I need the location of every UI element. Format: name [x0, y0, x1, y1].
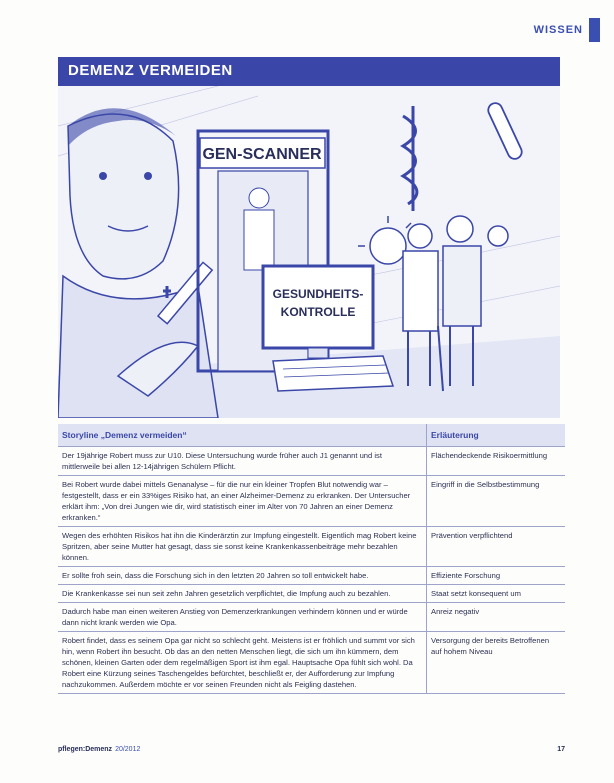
- issue-number: 20/2012: [115, 746, 141, 753]
- title-banner: [58, 57, 560, 86]
- explanation-cell: Flächendeckende Risikoermittlung: [427, 447, 566, 476]
- story-cell: Dadurch habe man einen weiteren Anstieg von Demenzerkrankungen verhindern können und er würde dann nicht krank werden wie Opa.: [58, 603, 427, 632]
- section-tag: [534, 18, 600, 42]
- monitor-label-2: KONTROLLE: [280, 305, 356, 319]
- header-storyline: Storyline „Demenz vermeiden“: [58, 424, 427, 447]
- table-row: [58, 447, 565, 476]
- header-explanation: Erläuterung: [427, 424, 566, 447]
- table-row: [58, 476, 565, 527]
- section-label: WISSEN: [533, 24, 583, 36]
- story-cell: Bei Robert wurde dabei mittels Genanalyse – für die nur ein kleiner Tropfen Blut notwendig war – festgestellt, dass er ein 33%iges Risiko hat, an einer Alzheimer-Demenz zu erkranken. Der Untersucher erklärt ihm: „Von drei Jungen wie dir, wird statistisch einer im Alter von 70 Jahren an einer Demenz erkranken.“: [58, 476, 427, 527]
- scanner-label: GEN-SCANNER: [202, 146, 322, 163]
- section-bar: [589, 18, 600, 42]
- table-row: [58, 527, 565, 567]
- explanation-cell: Versorgung der bereits Betroffenen auf hohem Niveau: [427, 632, 566, 694]
- table-row: [58, 603, 565, 632]
- explanation-cell: Anreiz negativ: [427, 603, 566, 632]
- page-footer: [58, 746, 565, 753]
- image-credit-strip: [566, 70, 576, 310]
- story-cell: Die Krankenkasse sei nun seit zehn Jahren gesetzlich verpflichtet, die Impfung auch zu bezahlen.: [58, 585, 427, 603]
- table-row: [58, 585, 565, 603]
- story-cell: Er sollte froh sein, dass die Forschung sich in den letzten 20 Jahren so toll entwickelt habe.: [58, 567, 427, 585]
- story-cell: Der 19jährige Robert muss zur U10. Diese Untersuchung wurde früher auch J1 genannt und ist mittlerweile bei allen 12-14jährigen Schülern Pflicht.: [58, 447, 427, 476]
- page-number: 17: [557, 746, 565, 753]
- explanation-cell: Eingriff in die Selbstbestimmung: [427, 476, 566, 527]
- keyboard-icon: [273, 356, 393, 391]
- explanation-cell: Effiziente Forschung: [427, 567, 566, 585]
- story-cell: Wegen des erhöhten Risikos hat ihn die Kinderärztin zur Impfung eingestellt. Eigentlich mag Robert keine Spritzen, aber seine Mutter hat gesagt, dass sie sonst keine Krankenkassenbeiträge mehr bezahlen können.: [58, 527, 427, 567]
- footer-publication: [58, 746, 140, 753]
- story-cell: Robert findet, dass es seinem Opa gar nicht so schlecht geht. Meistens ist er fröhlich und summt vor sich hin, wenn Robert ihn besucht. Ob das an den netten Menschen liegt, die sich um ihn kümmern, dem schönen, kleinen Garten oder dem regelmäßigen Sport ist ihm egal. Hauptsache Opa fühlt sich wohl. Da Robert eine Kürzung seines Taschengeldes befürchtet, beschließt er, der Aufforderung zur Impfung nachzukommen. Außerdem möchte er vor seinen Freunden nicht als Feigling dastehen.: [58, 632, 427, 694]
- monitor-icon: [263, 266, 373, 358]
- magazine-name: pflegen:Demenz: [58, 746, 113, 753]
- table-row: [58, 632, 565, 694]
- explanation-cell: Staat setzt konsequent um: [427, 585, 566, 603]
- illustration-drawing: [58, 86, 560, 418]
- table-header-row: [58, 424, 565, 447]
- monitor-label-1: GESUNDHEITS-: [272, 287, 364, 301]
- illustration: [58, 86, 560, 418]
- storyline-table: [58, 424, 565, 694]
- table-row: [58, 567, 565, 585]
- explanation-cell: Prävention verpflichtend: [427, 527, 566, 567]
- article-title: DEMENZ VERMEIDEN: [68, 62, 233, 79]
